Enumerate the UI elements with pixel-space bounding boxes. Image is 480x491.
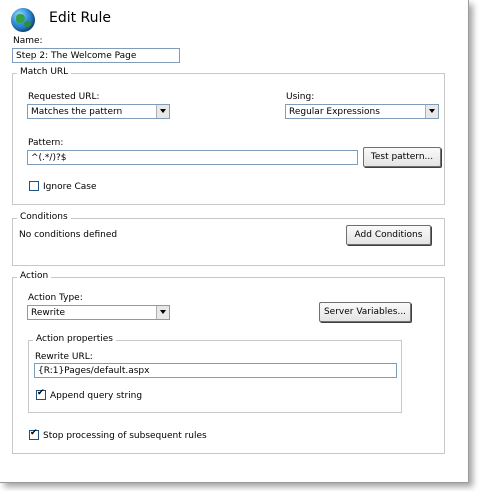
append-query-label: Append query string	[50, 391, 143, 401]
test-pattern-button[interactable]: Test pattern...	[363, 147, 441, 167]
requested-url-select[interactable]	[27, 104, 170, 119]
append-query-checkbox[interactable]	[36, 390, 46, 400]
ignore-case-label: Ignore Case	[43, 182, 97, 192]
add-conditions-button[interactable]: Add Conditions	[346, 225, 431, 245]
rewrite-url-label: Rewrite URL:	[35, 352, 93, 362]
using-label: Using:	[286, 92, 315, 102]
action-properties-legend: Action properties	[33, 334, 116, 344]
conditions-legend: Conditions	[17, 212, 71, 222]
pattern-field[interactable]: ^(.*/)?$	[27, 150, 358, 165]
rewrite-url-field[interactable]: {R:1}Pages/default.aspx	[34, 363, 397, 378]
stop-processing-label: Stop processing of subsequent rules	[43, 431, 207, 441]
name-label: Name:	[13, 36, 43, 46]
name-field[interactable]: Step 2: The Welcome Page	[12, 48, 180, 63]
requested-url-label: Requested URL:	[28, 92, 100, 102]
action-type-label: Action Type:	[28, 293, 83, 303]
pattern-label: Pattern:	[28, 138, 64, 148]
action-type-select[interactable]	[27, 305, 170, 320]
chevron-down-icon[interactable]	[156, 306, 169, 319]
stop-processing-checkbox[interactable]	[29, 430, 39, 440]
match-url-legend: Match URL	[17, 67, 71, 77]
requested-url-value: Matches the pattern	[31, 107, 123, 117]
chevron-down-icon[interactable]	[425, 105, 438, 118]
action-type-value: Rewrite	[31, 308, 66, 318]
page-title: Edit Rule	[49, 10, 112, 26]
globe-icon	[11, 8, 35, 32]
no-conditions-text: No conditions defined	[19, 230, 118, 240]
chevron-down-icon[interactable]	[156, 105, 169, 118]
action-legend: Action	[17, 271, 51, 281]
using-value: Regular Expressions	[289, 107, 380, 117]
ignore-case-checkbox[interactable]	[29, 181, 39, 191]
server-variables-button[interactable]: Server Variables...	[319, 302, 411, 322]
using-select[interactable]	[285, 104, 439, 119]
